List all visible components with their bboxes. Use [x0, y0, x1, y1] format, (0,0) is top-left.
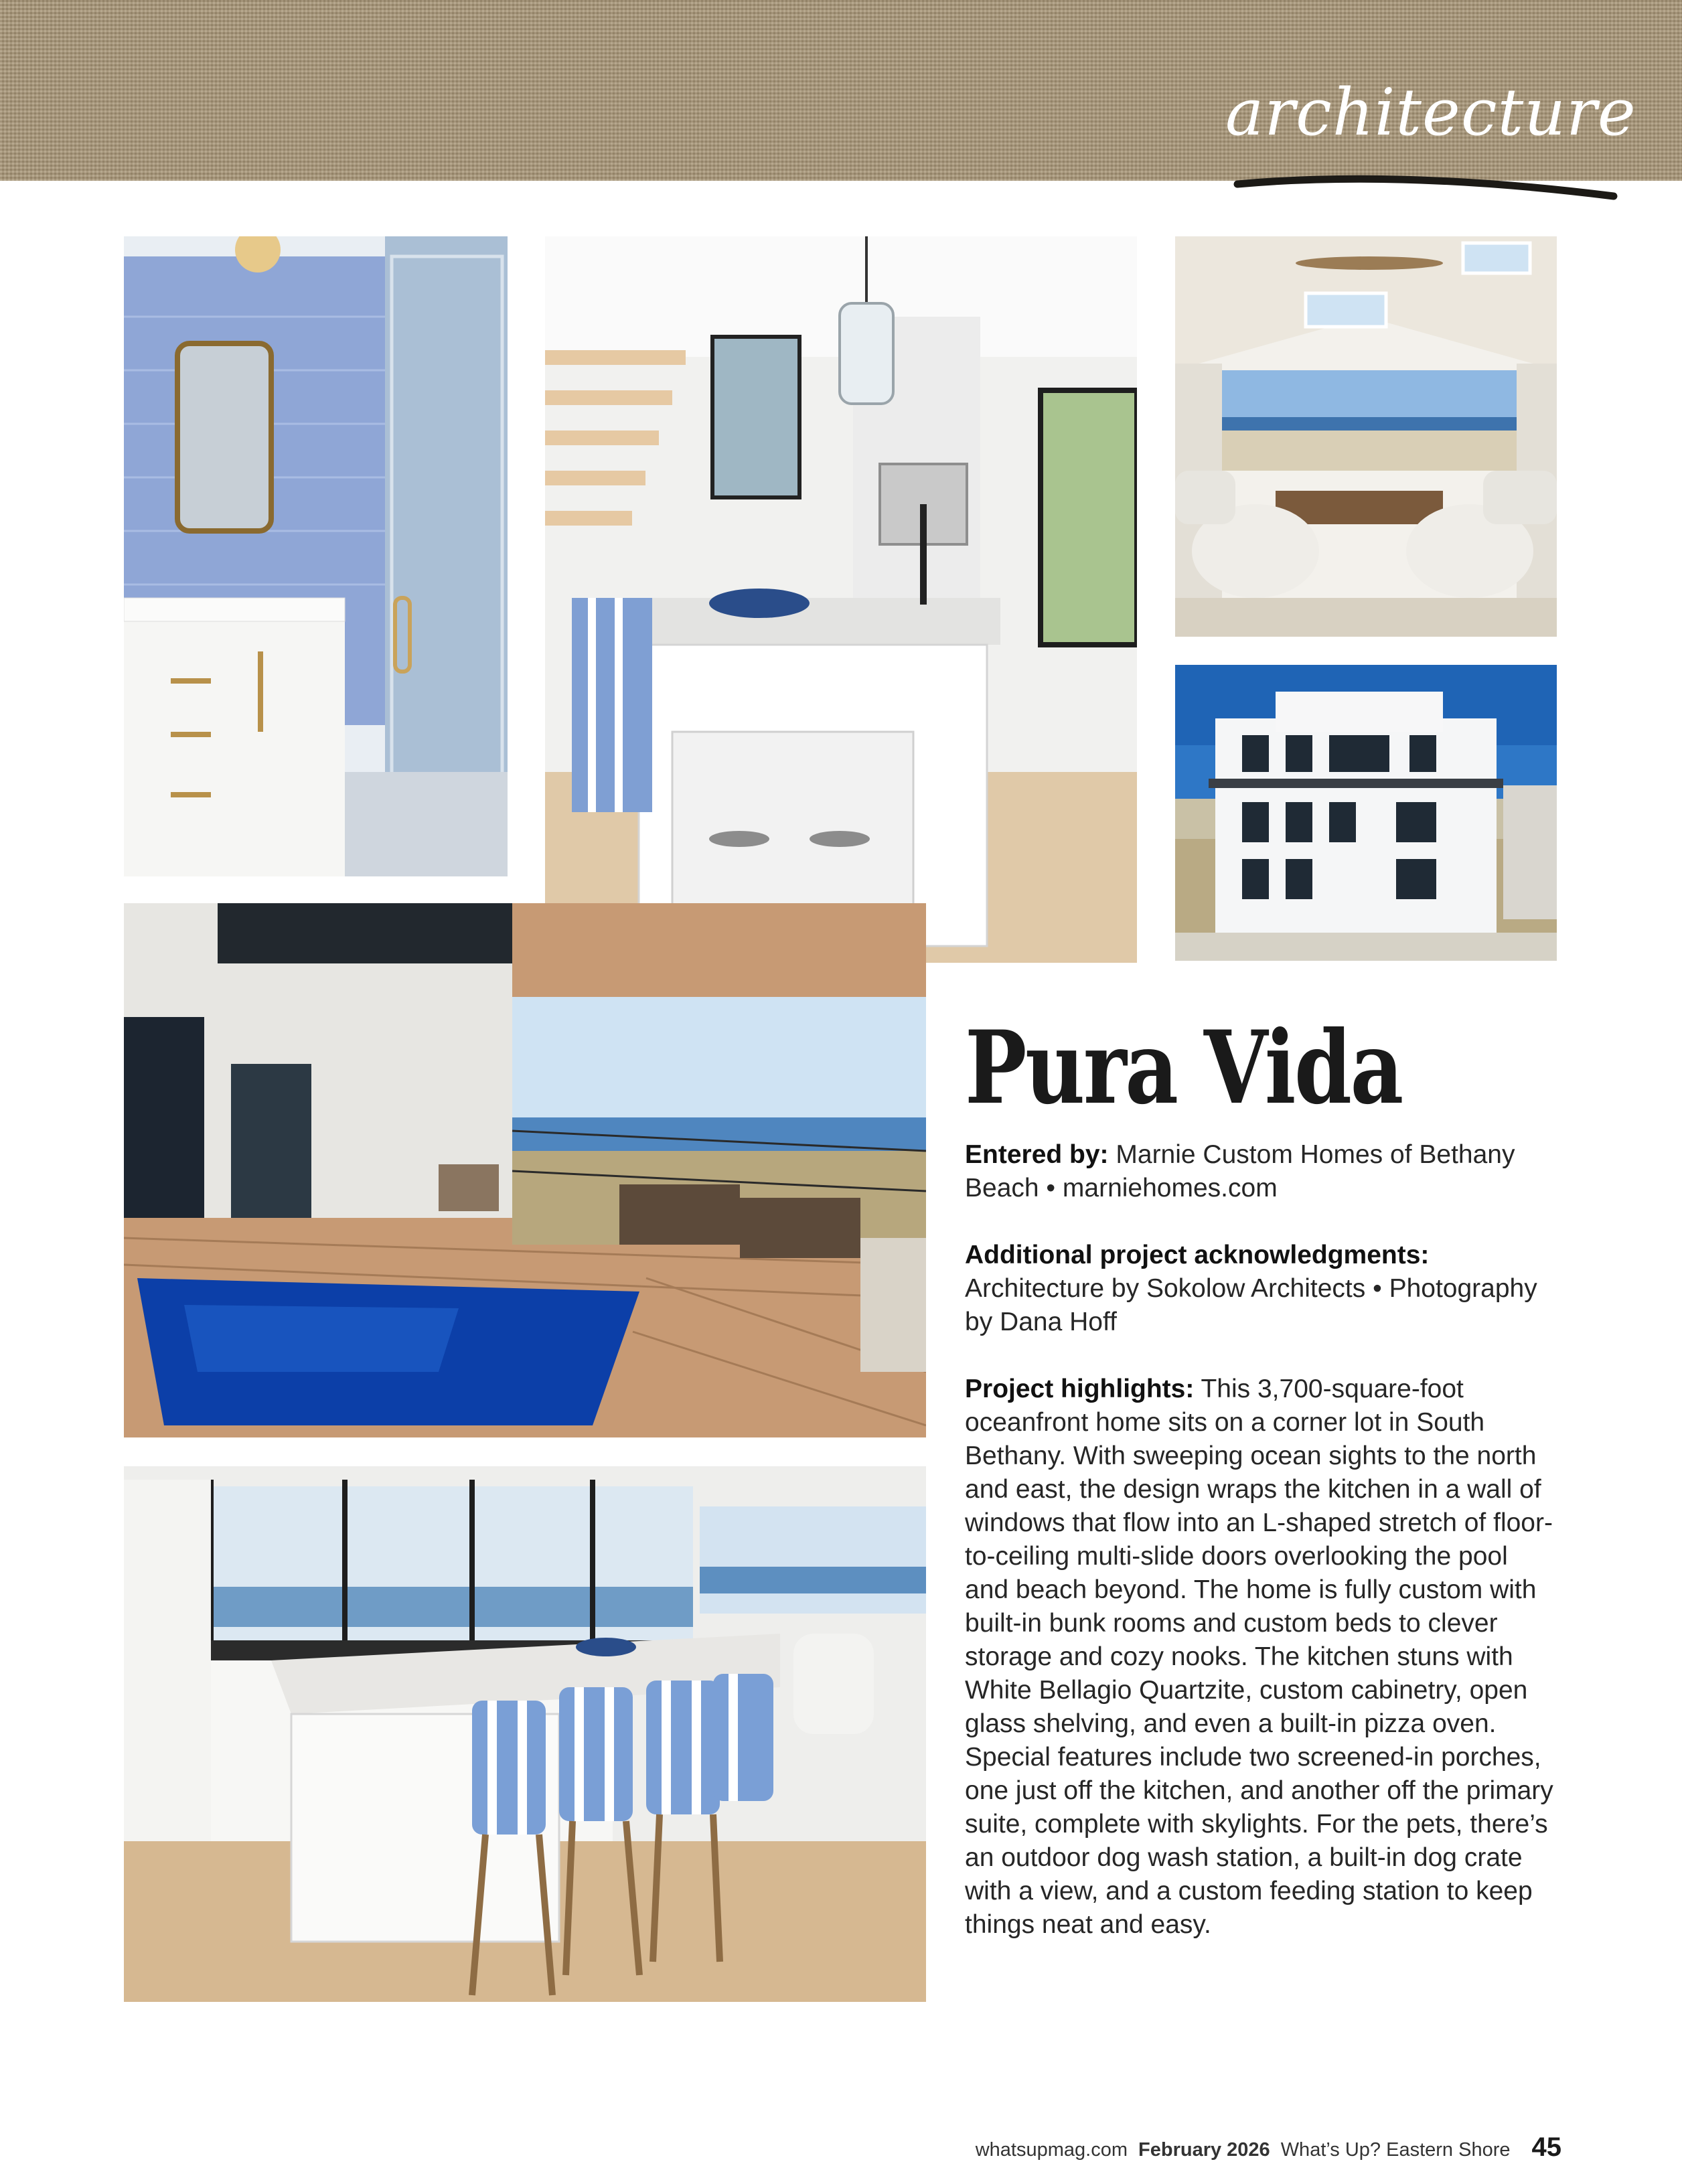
footer-issue-date: February 2026	[1138, 2139, 1270, 2161]
entered-by-paragraph	[965, 1138, 1554, 1205]
kitchen-island-photo	[545, 236, 1137, 963]
footer-website: whatsupmag.com	[975, 2139, 1128, 2161]
section-label: architecture	[1225, 75, 1636, 150]
acknowledgments-text: Architecture by Sokolow Architects • Photography by Dana Hoff	[965, 1274, 1537, 1336]
article-title: Pura Vida	[965, 1009, 1402, 1127]
page-footer	[976, 2132, 1561, 2163]
highlights-label: Project highlights:	[965, 1375, 1195, 1403]
kitchen-photo	[124, 1466, 926, 2002]
entered-by-label: Entered by:	[965, 1140, 1109, 1169]
pool-deck-photo	[124, 903, 926, 1437]
section-underline-swoosh	[1232, 164, 1620, 204]
screened-porch-photo	[1175, 236, 1557, 637]
page-number: 45	[1531, 2132, 1561, 2162]
footer-publication: What’s Up? Eastern Shore	[1280, 2139, 1511, 2161]
article-body	[965, 1138, 1554, 1975]
entered-by-text: Marnie Custom Homes of Bethany Beach • marniehomes.com	[965, 1140, 1515, 1202]
house-exterior-photo	[1175, 665, 1557, 961]
highlights-text: This 3,700-square-foot oceanfront home sits on a corner lot in South Bethany. With sweeping ocean sights to the north and east, the design wraps the kitchen in a wall of windows that flow into an L-shaped stretch of floor-to-ceiling multi-slide doors overlooking the pool and beach beyond. The home is fully custom with built-in bunk rooms and custom beds to clever storage and cozy nooks. The kitchen stuns with White Bellagio Quartzite, custom cabinetry, open glass shelving, and even a built-in pizza oven. Special features include two screened-in porches, one just off the kitchen, and another off the primary suite, complete with skylights. For the pets, there’s an outdoor dog wash station, a built-in dog crate with a view, and a custom feeding station to keep things neat and easy.	[965, 1375, 1553, 1939]
highlights-paragraph	[965, 1373, 1554, 1942]
acknowledgments-label: Additional project acknowledgments:	[965, 1241, 1430, 1269]
acknowledgments-paragraph	[965, 1239, 1554, 1339]
bathroom-photo	[124, 236, 508, 876]
